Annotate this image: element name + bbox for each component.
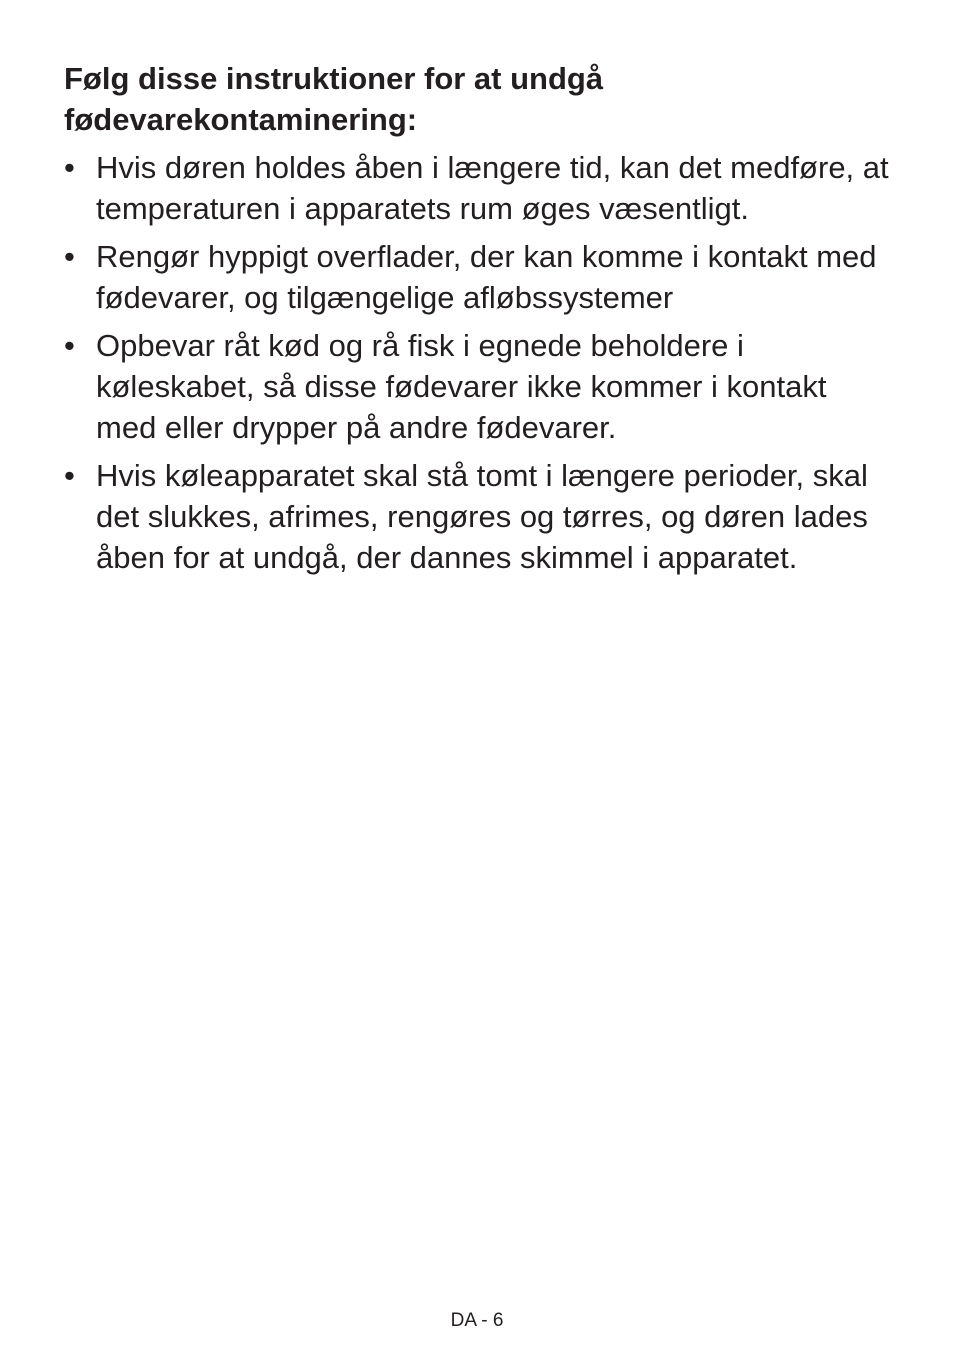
page-content — [64, 58, 894, 585]
bullet-icon: • — [64, 328, 75, 363]
list-item — [64, 325, 894, 448]
bullet-icon: • — [64, 150, 75, 185]
section-heading: Følg disse instruktioner for at undgå fødevarekontaminering: — [64, 61, 604, 137]
list-item-text: Hvis køleapparatet skal stå tomt i længere perioder, skal det slukkes, afrimes, rengøres og tørres, og døren lades åben for at undgå, der dannes skimmel i apparatet. — [96, 458, 868, 575]
bullet-icon: • — [64, 458, 75, 493]
list-item-text: Rengør hyppigt overflader, der kan komme i kontakt med fødevarer, og tilgængelige afløbssystemer — [96, 239, 877, 315]
instruction-list — [64, 147, 894, 578]
list-item — [64, 147, 894, 229]
page-number: DA - 6 — [450, 1310, 504, 1331]
bullet-icon: • — [64, 239, 75, 274]
list-item — [64, 236, 894, 318]
list-item — [64, 455, 894, 578]
list-item-text: Hvis døren holdes åben i længere tid, kan det medføre, at temperaturen i apparatets rum øges væsentligt. — [96, 150, 889, 226]
list-item-text: Opbevar råt kød og rå fisk i egnede beholdere i køleskabet, så disse fødevarer ikke kommer i kontakt med eller drypper på andre fødevarer. — [96, 328, 827, 445]
